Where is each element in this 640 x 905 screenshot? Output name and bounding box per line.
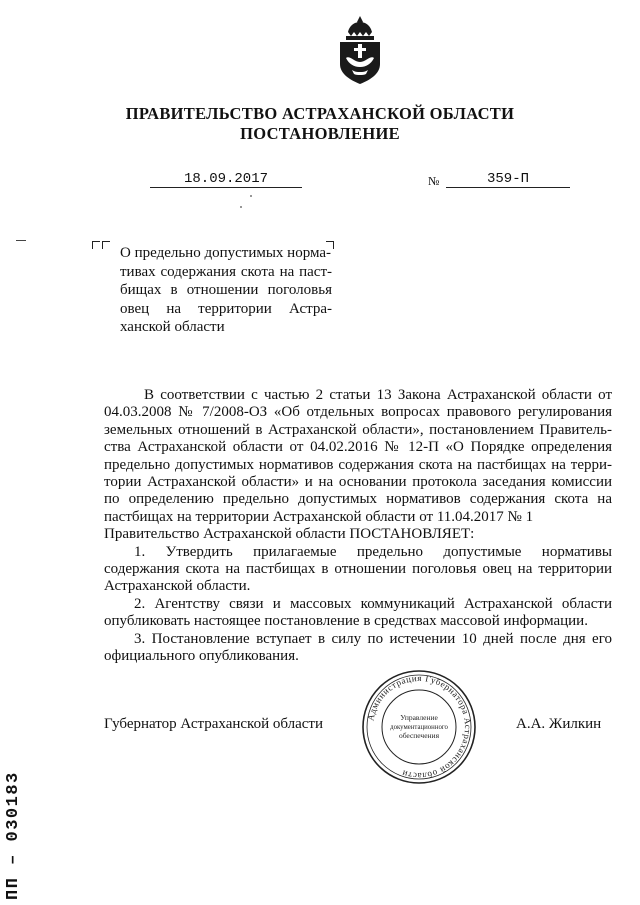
subject-line: ханской области (120, 319, 225, 336)
doc-type-heading: ПОСТАНОВЛЕНИЕ (240, 124, 400, 143)
scan-speck (240, 206, 242, 208)
subject-line: тивах содержания скота на паст- (120, 263, 332, 280)
document-body (104, 387, 612, 666)
body-line: 04.03.2008 № 7/2008-ОЗ «Об отдельных вопросах правового регулирования (104, 404, 612, 421)
body-line: 2. Агентству связи и массовых коммуникаций Астраханской области (134, 595, 612, 612)
subject-line: овец на территории Астра- (120, 300, 332, 317)
body-line: тории Астраханской области» и на основании протокола заседания комиссии (104, 474, 612, 491)
document-number: 359-П (446, 172, 570, 188)
coat-of-arms-emblem (334, 14, 386, 86)
body-line: земельных отношений в Астраханской области», постановлением Правитель- (104, 421, 612, 438)
stamp-ring-text: Администрация Губернатора Астраханской области (365, 672, 474, 782)
document-date: 18.09.2017 (150, 172, 302, 188)
body-line: В соответствии с частью 2 статьи 13 Закона Астраханской области от (144, 387, 612, 403)
number-sign: № (428, 174, 440, 188)
signatory-name: А.А. Жилкин (516, 716, 602, 732)
body-line: по определению предельно допустимых нормативов содержания скота на (104, 491, 612, 508)
stamp-center-line: Управление (400, 713, 438, 722)
official-stamp (360, 668, 478, 786)
body-line: ства Астраханской области от 04.02.2016 № 12-П «О Порядке определения (104, 439, 612, 456)
signatory-role: Губернатор Астраханской области (104, 716, 324, 732)
body-line: Астраханской области. (104, 578, 251, 595)
side-serial-number: ПП – 030183 (4, 771, 23, 900)
body-line: содержания скота на пастбищах в отношении поголовья овец на территории (104, 561, 612, 578)
body-line: предельно допустимых нормативов содержания скота на пастбищах на терри- (104, 456, 612, 473)
body-line: 3. Постановление вступает в силу по истечении 10 дней после дня его (134, 630, 612, 647)
document-subject (120, 244, 332, 337)
subject-bracket-left-inner (102, 241, 110, 249)
scan-speck (250, 195, 252, 197)
stamp-center-line: документационного (390, 724, 448, 731)
body-line: опубликовать настоящее постановление в средствах массовой информации. (104, 613, 588, 630)
margin-mark (16, 240, 26, 241)
org-heading: ПРАВИТЕЛЬСТВО АСТРАХАНСКОЙ ОБЛАСТИ (125, 104, 515, 123)
subject-line: бищах в отношении поголовья (120, 282, 332, 299)
body-line: официального опубликования. (104, 648, 299, 665)
body-line: Правительство Астраханской области ПОСТАНОВЛЯЕТ: (104, 526, 475, 543)
body-line: пастбищах на территории Астраханской области от 11.04.2017 № 1 (104, 508, 534, 525)
subject-bracket-left (92, 241, 100, 249)
stamp-center-line: обеспечения (398, 731, 440, 740)
subject-line: О предельно допустимых норма- (120, 245, 332, 261)
body-line: 1. Утвердить прилагаемые предельно допустимые нормативы (134, 543, 612, 560)
